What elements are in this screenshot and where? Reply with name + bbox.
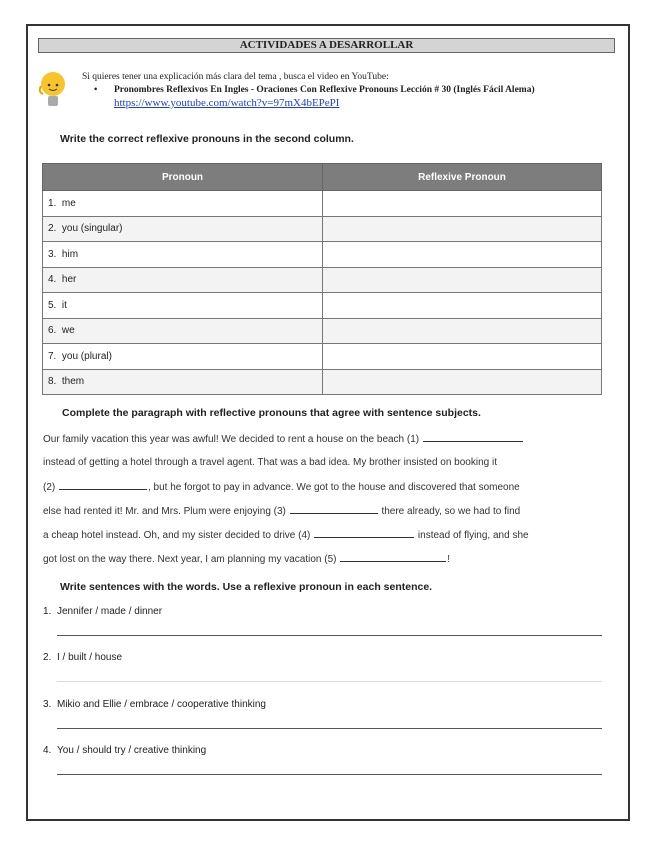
- pronoun-cell: 5. it: [43, 293, 323, 319]
- table-row: [43, 191, 602, 217]
- sentence-prompt: 4. You / should try / creative thinking: [43, 745, 207, 756]
- answer-line[interactable]: [57, 774, 602, 775]
- exercise1-instruction: Write the correct reflexive pronouns in the second column.: [60, 133, 354, 145]
- table-row: [43, 242, 602, 268]
- paragraph-line: a cheap hotel instead. Oh, and my sister decided to drive (4) instead of flying, and she: [43, 530, 529, 541]
- table-row: [43, 216, 602, 242]
- sentence-prompt: 1. Jennifer / made / dinner: [43, 606, 163, 617]
- pronoun-cell: 7. you (plural): [43, 344, 323, 370]
- answer-blank[interactable]: [59, 480, 147, 490]
- paragraph-line: got lost on the way there. Next year, I am planning my vacation (5) !: [43, 554, 451, 565]
- answer-blank[interactable]: [340, 552, 446, 562]
- table-row: [43, 293, 602, 319]
- answer-cell[interactable]: [323, 318, 602, 344]
- pronoun-cell: 3. him: [43, 242, 323, 268]
- answer-blank[interactable]: [290, 504, 378, 514]
- answer-blank[interactable]: [314, 528, 414, 538]
- answer-cell[interactable]: [323, 293, 602, 319]
- pronoun-cell: 1. me: [43, 191, 323, 217]
- lightbulb-icon: [38, 70, 68, 112]
- answer-cell[interactable]: [323, 344, 602, 370]
- paragraph: [43, 432, 529, 576]
- video-title: • Pronombres Reflexivos En Ingles - Oraciones Con Reflexive Pronouns Lección # 30 (Inglés Fácil Alema): [114, 84, 535, 97]
- exercise2-instruction: Complete the paragraph with reflective pronouns that agree with sentence subjects.: [62, 407, 481, 419]
- answer-cell[interactable]: [323, 191, 602, 217]
- exercise3-instruction: Write sentences with the words. Use a reflexive pronoun in each sentence.: [60, 581, 433, 593]
- answer-cell[interactable]: [323, 267, 602, 293]
- table-row: [43, 344, 602, 370]
- table-row: [43, 369, 602, 395]
- paragraph-line: else had rented it! Mr. and Mrs. Plum were enjoying (3) there already, so we had to find: [43, 506, 521, 517]
- answer-line[interactable]: [57, 635, 602, 636]
- answer-cell[interactable]: [323, 369, 602, 395]
- intro-text: Si quieres tener una explicación más clara del tema , busca el video en YouTube:: [82, 72, 389, 82]
- pronoun-cell: 6. we: [43, 318, 323, 344]
- column-header: Reflexive Pronoun: [323, 164, 602, 191]
- intro-block: [82, 71, 535, 110]
- youtube-link[interactable]: https://www.youtube.com/watch?v=97mX4bEPePI: [114, 97, 340, 109]
- sentence-prompt: 2. I / built / house: [43, 652, 123, 663]
- paragraph-line: Our family vacation this year was awful! We decided to rent a house on the beach (1): [43, 432, 529, 456]
- pronoun-cell: 4. her: [43, 267, 323, 293]
- paragraph-line: (2) , but he forgot to pay in advance. We got to the house and discovered that someone: [43, 482, 520, 493]
- pronoun-cell: 8. them: [43, 369, 323, 395]
- paragraph-line: instead of getting a hotel through a travel agent. That was a bad idea. My brother insisted on booking it: [43, 457, 497, 468]
- section-header: ACTIVIDADES A DESARROLLAR: [38, 38, 615, 53]
- answer-line[interactable]: [57, 728, 602, 729]
- answer-line[interactable]: [57, 681, 602, 682]
- pronoun-table: [42, 163, 602, 395]
- answer-blank[interactable]: [423, 432, 523, 442]
- table-row: [43, 318, 602, 344]
- sentence-prompt: 3. Mikio and Ellie / embrace / cooperative thinking: [43, 699, 266, 710]
- answer-cell[interactable]: [323, 216, 602, 242]
- pronoun-cell: 2. you (singular): [43, 216, 323, 242]
- column-header: Pronoun: [43, 164, 323, 191]
- table-row: [43, 267, 602, 293]
- answer-cell[interactable]: [323, 242, 602, 268]
